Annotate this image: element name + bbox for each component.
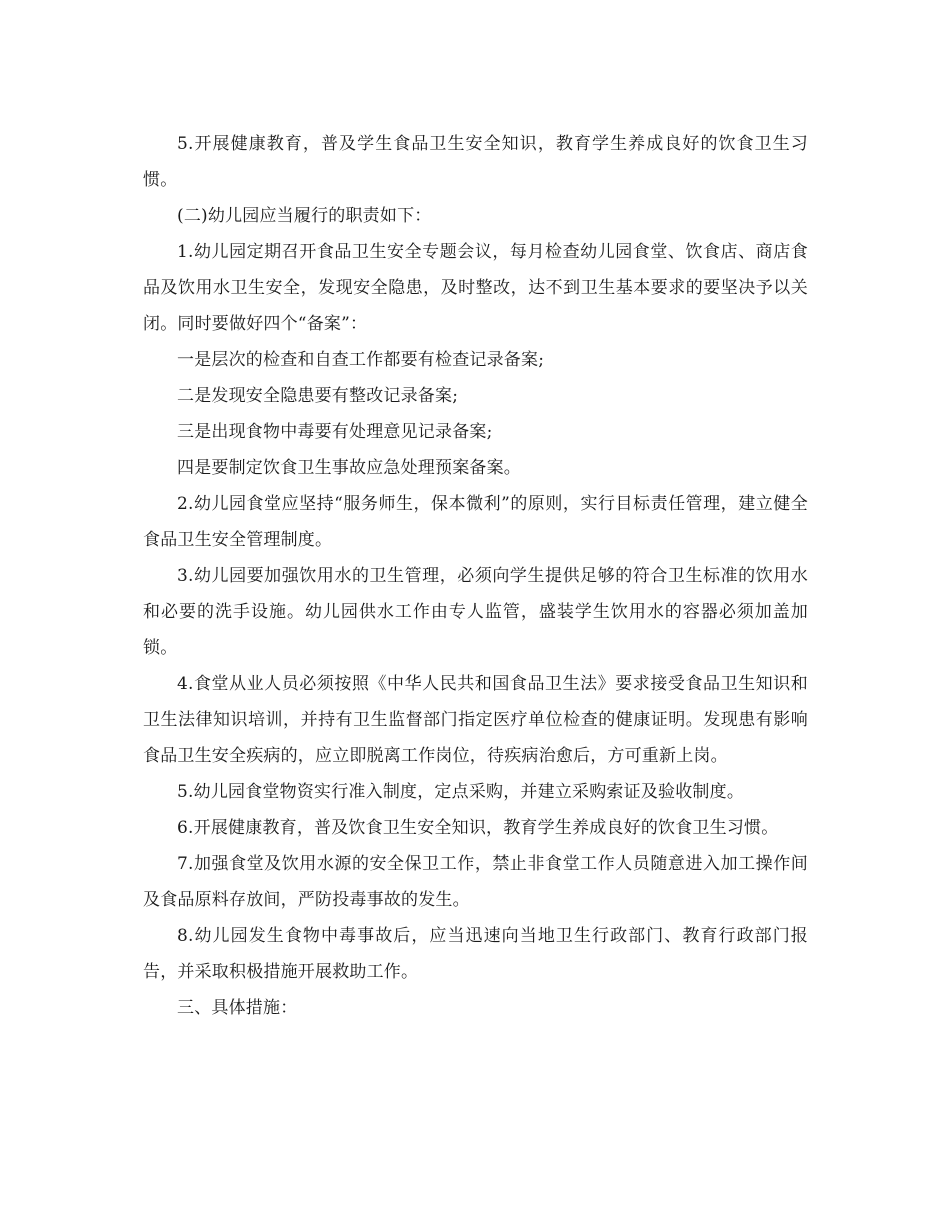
section-heading: 三、具体措施： bbox=[177, 998, 298, 1018]
list-item: 一是层次的检查和自查工作都要有检查记录备案; bbox=[177, 350, 545, 370]
paragraph: 4.食堂从业人员必须按照《中华人民共和国食品卫生法》要求接受食品卫生知识和卫生法律知识培训，并持有卫生监督部门指定医疗单位检查的健康证明。发现患有影响食品卫生安全疾病的，应立即脱离工作岗位，待疾病治愈后，方可重新上岗。 bbox=[143, 674, 808, 766]
paragraph: 1.幼儿园定期召开食品卫生安全专题会议，每月检查幼儿园食堂、饮食店、商店食品及饮用水卫生安全，发现安全隐患，及时整改，达不到卫生基本要求的要坚决予以关闭。同时要做好四个“备案”： bbox=[143, 242, 808, 334]
paragraph: 3.幼儿园要加强饮用水的卫生管理，必须向学生提供足够的符合卫生标准的饮用水和必要的洗手设施。幼儿园供水工作由专人监管，盛装学生饮用水的容器必须加盖加锁。 bbox=[143, 566, 808, 658]
section-heading: (二)幼儿园应当履行的职责如下： bbox=[177, 206, 432, 226]
paragraph: 8.幼儿园发生食物中毒事故后，应当迅速向当地卫生行政部门、教育行政部门报告，并采取积极措施开展救助工作。 bbox=[143, 926, 808, 982]
paragraph: 6.开展健康教育，普及饮食卫生安全知识，教育学生养成良好的饮食卫生习惯。 bbox=[177, 818, 779, 838]
document-page bbox=[143, 126, 808, 1026]
paragraph: 5.开展健康教育，普及学生食品卫生安全知识，教育学生养成良好的饮食卫生习惯。 bbox=[143, 134, 808, 190]
paragraph: 2.幼儿园食堂应坚持“服务师生，保本微利”的原则，实行目标责任管理，建立健全食品卫生安全管理制度。 bbox=[143, 494, 808, 550]
list-item: 四是要制定饮食卫生事故应急处理预案备案。 bbox=[177, 458, 521, 478]
list-item: 三是出现食物中毒要有处理意见记录备案; bbox=[177, 422, 493, 442]
list-item: 二是发现安全隐患要有整改记录备案; bbox=[177, 386, 459, 406]
paragraph: 5.幼儿园食堂物资实行准入制度，定点采购，并建立采购索证及验收制度。 bbox=[177, 782, 745, 802]
paragraph: 7.加强食堂及饮用水源的安全保卫工作，禁止非食堂工作人员随意进入加工操作间及食品原料存放间，严防投毒事故的发生。 bbox=[143, 854, 808, 910]
